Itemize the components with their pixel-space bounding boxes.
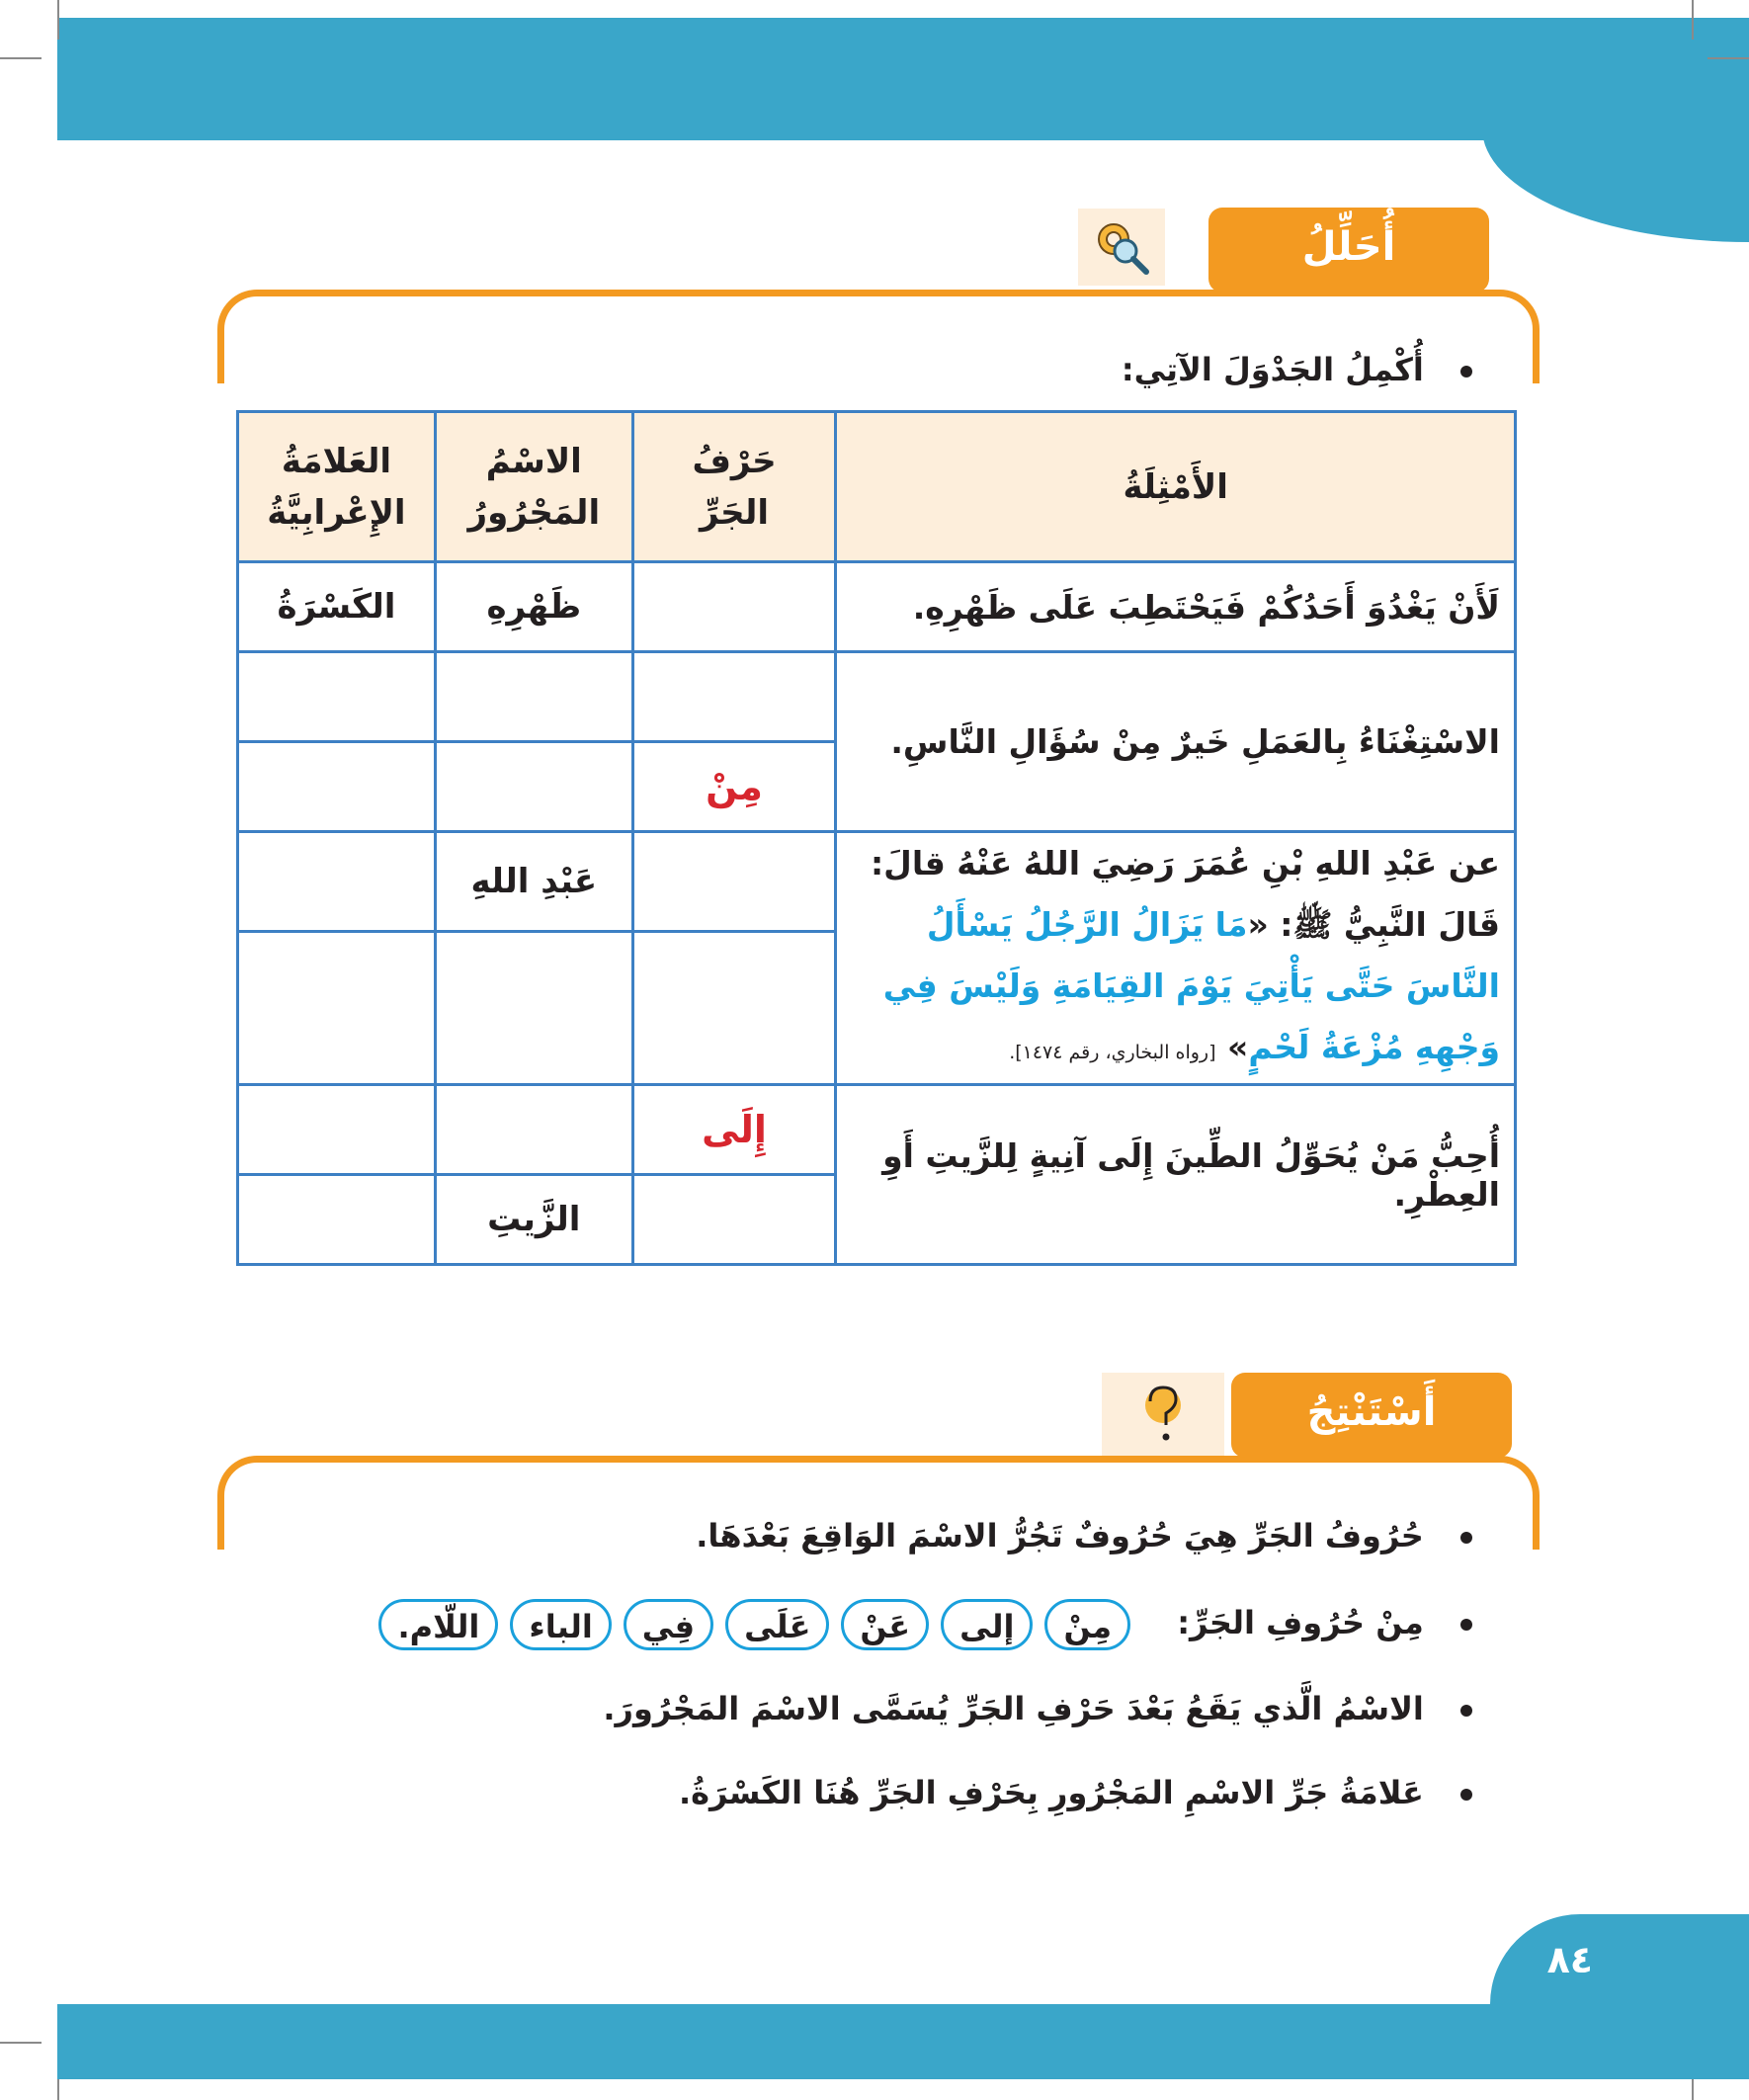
table-instruction: [1122, 351, 1472, 388]
genitive-noun-input-cell[interactable]: [435, 1085, 632, 1175]
header-case-line1: العَلامَةُ: [281, 441, 391, 481]
header-examples-label: الأَمْثِلَةُ: [1123, 466, 1228, 507]
preposition-pill: مِنْ: [1044, 1599, 1130, 1650]
genitive-noun-input-cell[interactable]: [435, 931, 632, 1084]
crop-mark: [0, 57, 42, 59]
preposition-pill: الباء: [510, 1599, 611, 1650]
preposition-input-cell[interactable]: [632, 832, 836, 932]
genitive-noun-cell: عَبْدِ اللهِ: [435, 832, 632, 932]
conclude-icon-box: [1102, 1373, 1224, 1456]
table-row: [238, 1085, 1516, 1175]
preposition-pill: فِي: [624, 1599, 713, 1650]
preposition-input-cell[interactable]: [632, 931, 836, 1084]
case-marker-input-cell[interactable]: [238, 832, 436, 932]
preposition-input-cell[interactable]: [632, 562, 836, 652]
conclude-tab-label: أَسْتَنْتِجُ: [1306, 1389, 1437, 1435]
conclusion-text: الاسْمُ الَّذي يَقَعُ بَعْدَ حَرْفِ الجَرِّ يُسَمَّى الاسْمَ المَجْرُورَ.: [603, 1690, 1424, 1727]
header-genitive-line1: الاسْمُ: [485, 441, 582, 481]
preposition-input-cell[interactable]: [632, 652, 836, 742]
page-number: ٨٤: [1546, 1938, 1593, 1981]
analyze-tab-label: أُحَلِّلُ: [1301, 224, 1396, 270]
preposition-pill: اللّام.: [378, 1599, 498, 1650]
top-banner: [57, 18, 1749, 140]
header-preposition-line2: الجَرِّ: [699, 492, 770, 533]
header-preposition: [632, 412, 836, 562]
example-cell: لَأَنْ يَغْدُوَ أَحَدُكُمْ فَيَحْتَطِبَ عَلَى ظَهْرِهِ.: [836, 562, 1516, 652]
conclude-tab: [1231, 1373, 1512, 1458]
footer-bar: [57, 2004, 1749, 2079]
genitive-noun-input-cell[interactable]: [435, 652, 632, 742]
example-cell: [836, 832, 1516, 1085]
question-lightbulb-icon: [1128, 1376, 1198, 1453]
analyze-icon-box: [1078, 209, 1165, 286]
preposition-cell: [632, 1085, 836, 1175]
analyze-tab: [1208, 208, 1489, 293]
bullet-icon: [1460, 1705, 1472, 1717]
table-row: [238, 652, 1516, 742]
conclusion-text: حُرُوفُ الجَرِّ هِيَ حُرُوفٌ تَجُرُّ الاسْمَ الوَاقِعَ بَعْدَهَا.: [696, 1517, 1424, 1554]
conclusion-point-1: [696, 1517, 1472, 1554]
conclusion-point-4: [679, 1774, 1472, 1811]
example-cell: الاسْتِغْنَاءُ بِالعَمَلِ خَيرٌ مِنْ سُؤَالِ النَّاسِ.: [836, 652, 1516, 832]
case-marker-input-cell[interactable]: [238, 1175, 436, 1265]
bullet-icon: [1460, 1619, 1472, 1631]
conclusion-point-3: [603, 1690, 1472, 1727]
preposition-value: إِلَى: [702, 1108, 767, 1151]
conclusion-text: عَلامَةُ جَرِّ الاسْمِ المَجْرُورِ بِحَرْفِ الجَرِّ هُنَا الكَسْرَةُ.: [678, 1774, 1424, 1811]
case-marker-input-cell[interactable]: [238, 742, 436, 832]
hadith-close: »: [1227, 1028, 1249, 1066]
case-marker-input-cell[interactable]: [238, 1085, 436, 1175]
header-examples: [836, 412, 1516, 562]
crop-mark: [1692, 0, 1694, 40]
banner-swoosh: [1482, 128, 1749, 242]
table-header-row: [238, 412, 1516, 562]
conclusion-point-2: [367, 1599, 1472, 1650]
hadith-quote: مَا يَزَالُ الرَّجُلُ يَسْأَلُ النَّاسَ حَتَّى يَأْتِيَ يَوْمَ القِيَامَةِ وَلَيْسَ فِي وَجْهِهِ مُزْعَةُ لَحْمٍ: [882, 905, 1500, 1066]
bullet-icon: [1460, 1789, 1472, 1801]
table-row: [238, 832, 1516, 932]
preposition-input-cell[interactable]: [632, 1175, 836, 1265]
genitive-noun-input-cell[interactable]: [435, 742, 632, 832]
crop-mark: [1707, 57, 1749, 59]
gear-magnifier-icon: [1092, 217, 1151, 277]
genitive-noun-cell: ظَهْرِهِ: [435, 562, 632, 652]
preposition-pill: إلى: [941, 1599, 1033, 1650]
preposition-cell: [632, 742, 836, 832]
header-genitive-line2: المَجْرُورُ: [467, 492, 601, 533]
instruction-text: أُكْمِلُ الجَدْوَلَ الآتِي:: [1121, 351, 1424, 388]
grammar-table: [236, 410, 1517, 1266]
table-row: [238, 562, 1516, 652]
header-genitive-noun: [435, 412, 632, 562]
page-number-tab: [1490, 1914, 1749, 2004]
example-cell: أُحِبُّ مَنْ يُحَوِّلُ الطِّينَ إِلَى آنِيةٍ لِلزَّيتِ أَوِ العِطْرِ.: [836, 1085, 1516, 1265]
case-marker-input-cell[interactable]: [238, 652, 436, 742]
genitive-noun-cell: الزَّيتِ: [435, 1175, 632, 1265]
bullet-icon: [1460, 366, 1472, 378]
preposition-pill: عَنْ: [841, 1599, 929, 1650]
preposition-pill: عَلَى: [725, 1599, 829, 1650]
header-case-marker: [238, 412, 436, 562]
crop-mark: [57, 0, 59, 40]
bullet-icon: [1460, 1532, 1472, 1544]
header-case-line2: الإِعْرابِيَّةُ: [267, 492, 406, 533]
case-marker-input-cell[interactable]: [238, 931, 436, 1084]
case-marker-cell: الكَسْرَةُ: [238, 562, 436, 652]
hadith-reference: [رواه البخاري، رقم ١٤٧٤].: [1009, 1042, 1216, 1063]
conclusion-text: مِنْ حُرُوفِ الجَرِّ:: [1177, 1604, 1424, 1641]
preposition-value: مِنْ: [706, 765, 763, 808]
hadith-intro: عن عَبْدِ اللهِ بْنِ عُمَرَ رَضِيَ اللهُ عَنْهُ قالَ: قَالَ النَّبِيُّ ﷺ: «: [870, 844, 1500, 944]
header-preposition-line1: حَرْفُ: [692, 441, 777, 481]
crop-mark: [0, 2042, 42, 2044]
